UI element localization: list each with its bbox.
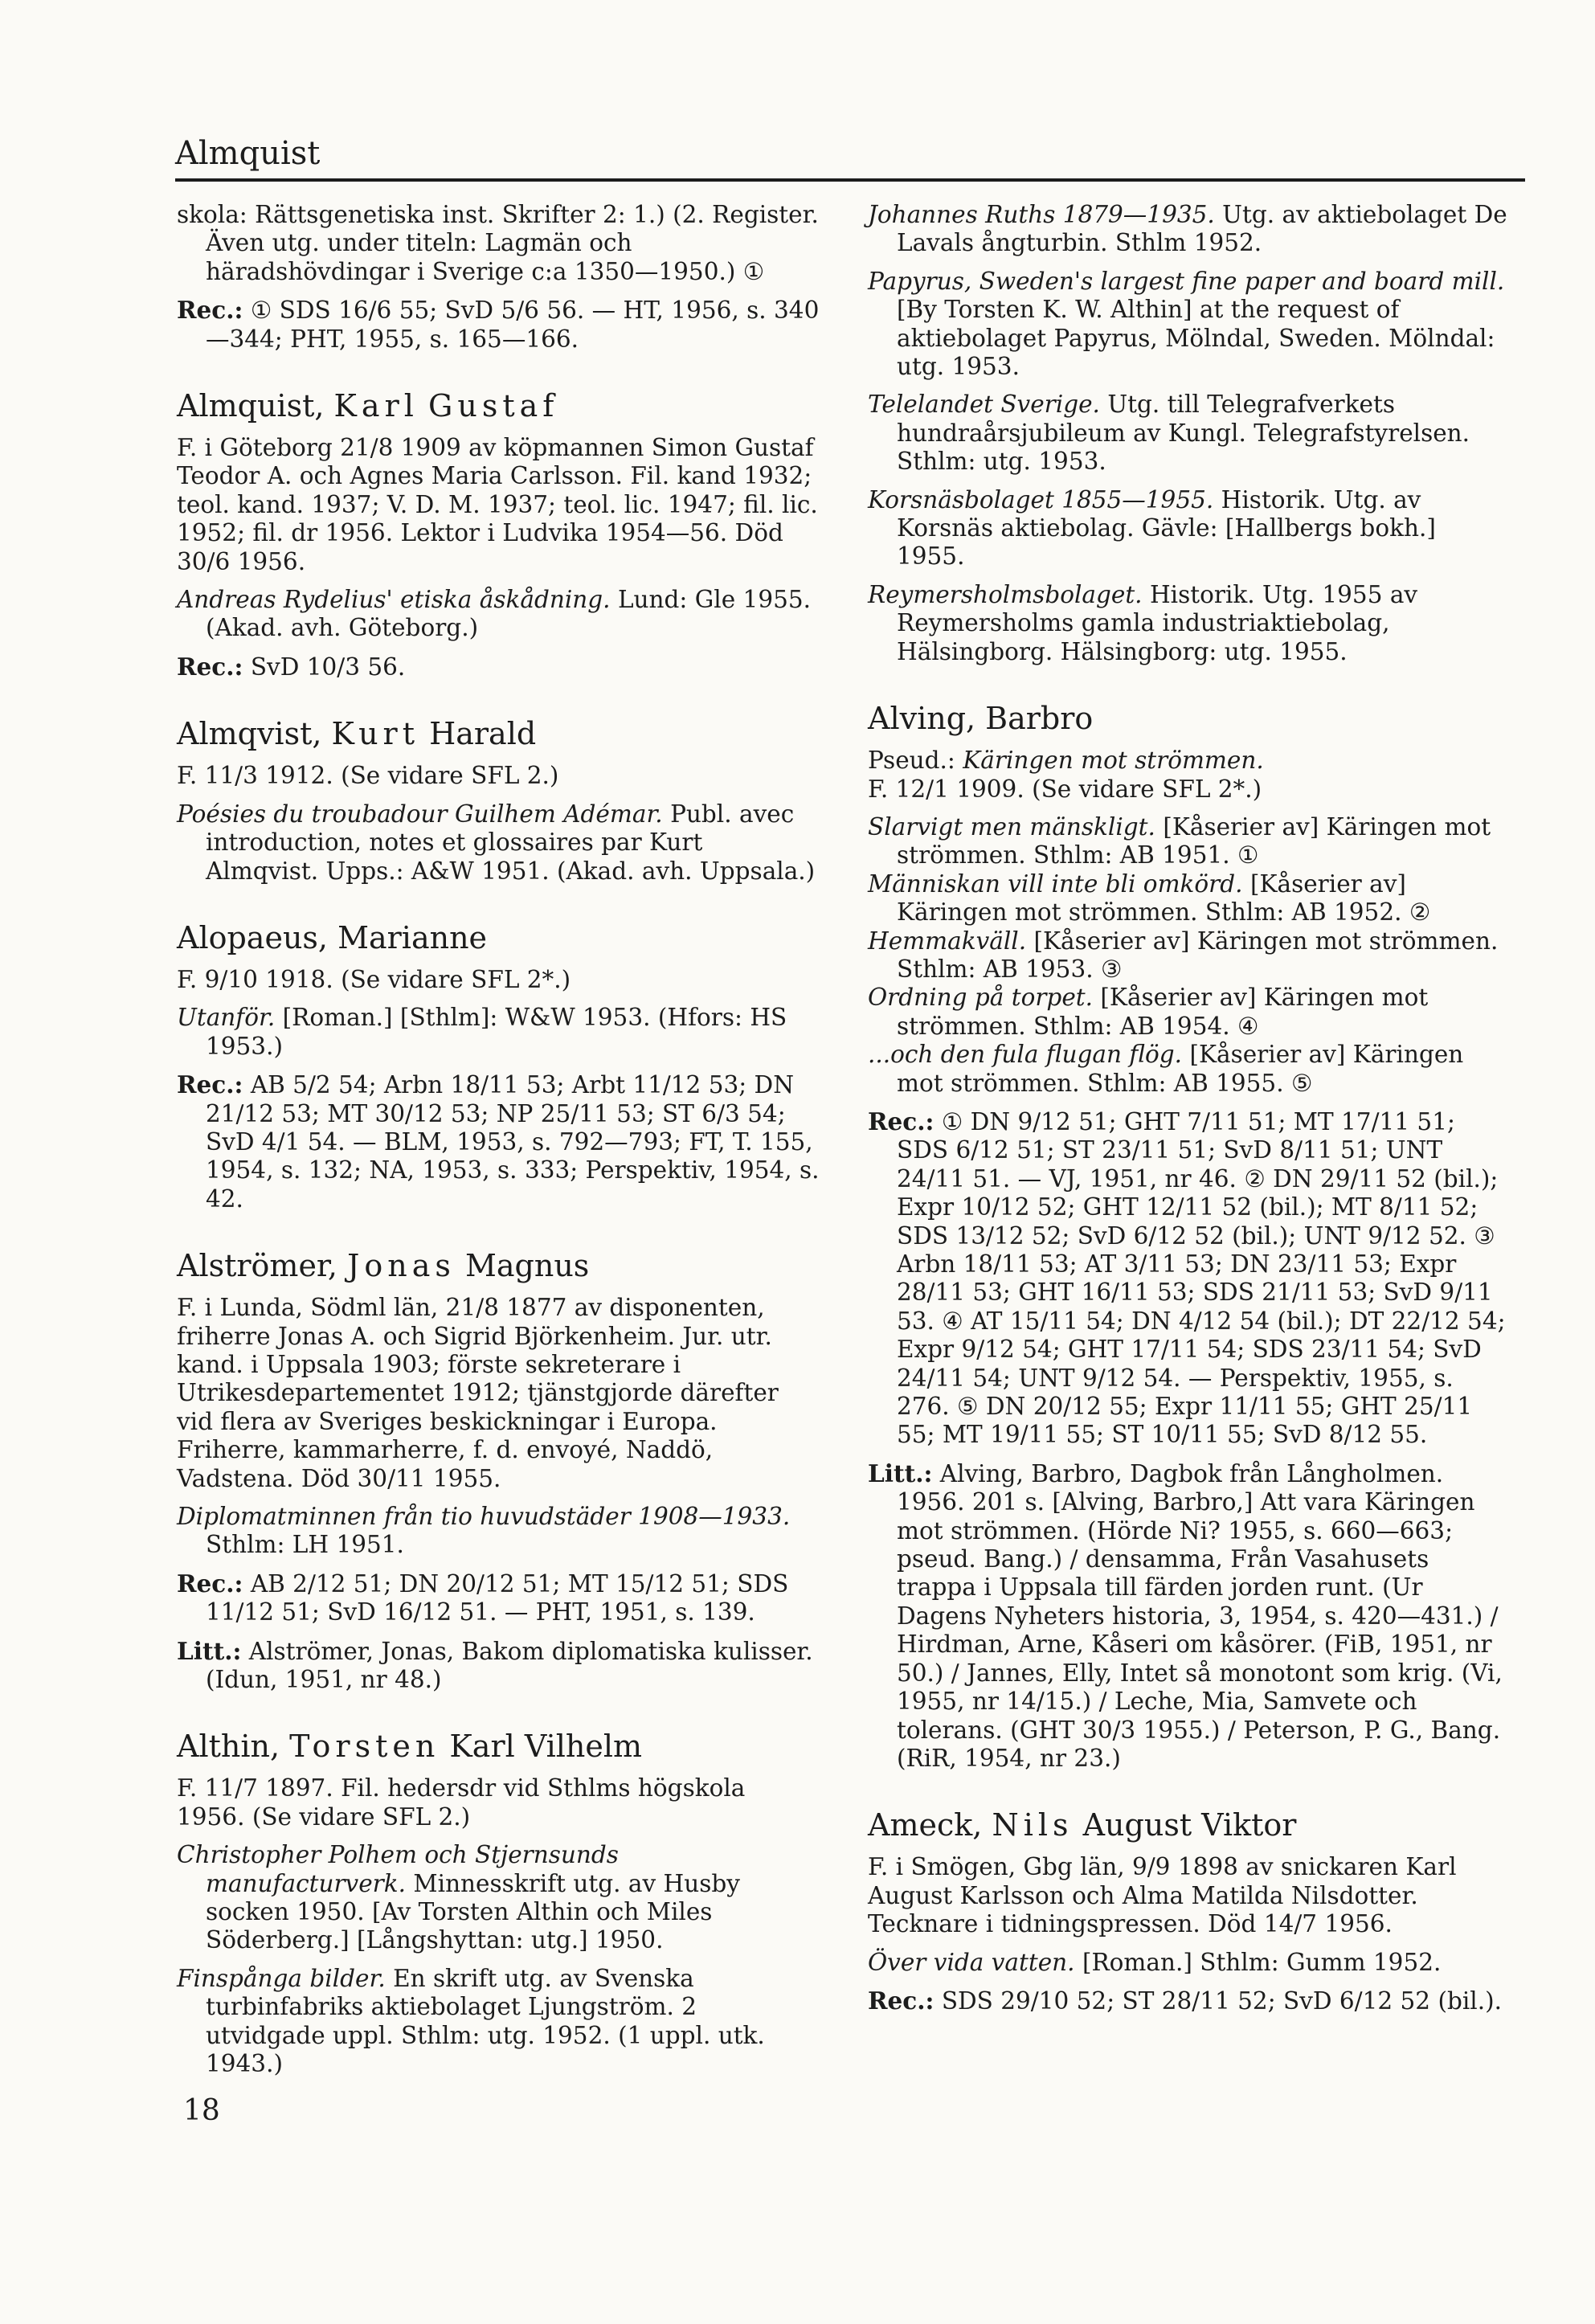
work-entry: Reymersholmsbolaget. Historik. Utg. 1955 av Reymersholms gamla industriaktiebolag, Hälsingborg. Hälsingborg: utg. 1955. (868, 580, 1418, 665)
work-entry: Andreas Rydelius' etiska åskådning. Lund: Gle 1955. (Akad. avh. Göteborg.) (177, 586, 812, 642)
work-entry: Finspånga bilder. En skrift utg. av Svenska turbinfabriks aktiebolaget Ljungström. 2 utvidgade uppl. Sthlm: utg. 1952. (1 uppl. utk. 1943.) (177, 1964, 765, 2078)
review-list: Rec.: AB 2/12 51; DN 20/12 51; MT 15/12 51; SDS 11/12 51; SvD 16/12 51. — PHT, 1951, s. 139. (177, 1569, 789, 1626)
work-entry: Poésies du troubadour Guilhem Adémar. Publ. avec introduction, notes et glossaires par Kurt Almqvist. Upps.: A&W 1951. (Akad. avh. Uppsala.) (177, 800, 816, 885)
review-list: Rec.: ① DN 9/12 51; GHT 7/11 51; MT 17/11 51; SDS 6/12 51; ST 23/11 51; SvD 8/11 51; UNT 24/11 51. — VJ, 1951, nr 46. ② DN 29/11 52 (bil.); Expr 10/12 52; GHT 12/11 52 (bil.); MT 8/11 52; SDS 13/12 52; SvD 6/12 52 (bil.); UNT 9/12 52. ③ Arbn 18/11 53; AT 3/11 53; DN 23/11 53; Expr 28/11 53; GHT 16/11 53; SDS 21/11 53; SvD 9/11 53. ④ AT 15/11 54; DN 4/12 54 (bil.); DT 22/12 54; Expr 9/12 54; GHT 17/11 54; SDS 23/11 54; SvD 24/11 54; UNT 9/12 54. — Perspektiv, 1955, s. 276. ⑤ DN 20/12 55; Expr 11/11 55; GHT 25/11 55; MT 19/11 55; ST 10/11 55; SvD 8/12 55. (868, 1107, 1506, 1449)
entry-heading-almquist-karl: Almquist, Karl Gustaf (177, 388, 559, 424)
work-entry: Människan vill inte bli omkörd. [Kåserier av] Käringen mot strömmen. Sthlm: AB 1952. ② (868, 869, 1431, 927)
biography: F. 12/1 1909. (Se vidare SFL 2*.) (868, 775, 1262, 803)
review-list: Rec.: AB 5/2 54; Arbn 18/11 53; Arbt 11/12 53; DN 21/12 53; MT 30/12 53; NP 25/11 53; ST 6/3 54; SvD 4/1 54. — BLM, 1953, s. 792—793; FT, T. 155, 1954, s. 132; NA, 1953, s. 333; Perspektiv, 1954, s. 42. (177, 1070, 820, 1213)
work-entry: Hemmakväll. [Kåserier av] Käringen mot strömmen. Sthlm: AB 1953. ③ (868, 927, 1499, 983)
biography: F. i Göteborg 21/8 1909 av köpmannen Simon Gustaf Teodor A. och Agnes Maria Carlsson. Fil. kand 1932; teol. kand. 1937; V. D. M. 1937; teol. lic. 1947; fil. lic. 1952; fil. dr 1956. Lektor i Ludvika 1954—56. Död 30/6 1956. (177, 434, 818, 575)
work-entry: Diplomatminnen från tio huvudstäder 1908—1933. Sthlm: LH 1951. (177, 1503, 791, 1559)
work-entry: Telelandet Sverige. Utg. till Telegrafverkets hundraårsjubileum av Kungl. Telegrafstyrelsen. Sthlm: utg. 1953. (868, 391, 1470, 476)
pseudonym: Pseud.: Käringen mot strömmen. (868, 747, 1264, 775)
work-entry: Korsnäsbolaget 1855—1955. Historik. Utg. av Korsnäs aktiebolag. Gävle: [Hallbergs bokh.] 1955. (868, 485, 1436, 571)
left-column (177, 201, 820, 2089)
page-header (175, 135, 1525, 182)
work-entry: Christopher Polhem och Stjernsunds manufacturverk. Minnesskrift utg. av Husby socken 1950. [Av Torsten Althin och Miles Söderberg.] [Långshyttan: utg.] 1950. (177, 1841, 740, 1954)
continued-review: Rec.: ① SDS 16/6 55; SvD 5/6 56. — HT, 1956, s. 340—344; PHT, 1955, s. 165—166. (177, 296, 820, 353)
biography: F. i Smögen, Gbg län, 9/9 1898 av snickaren Karl August Karlsson och Alma Matilda Nilsdotter. Tecknare i tidningspressen. Död 14/7 1956. (868, 1853, 1457, 1938)
right-column (868, 201, 1511, 2025)
work-entry: Över vida vatten. [Roman.] Sthlm: Gumm 1952. (868, 1948, 1442, 1976)
running-head: Almquist (175, 135, 321, 172)
biography: F. 11/7 1897. Fil. hedersdr vid Sthlms högskola 1956. (Se vidare SFL 2.) (177, 1774, 746, 1831)
work-entry: Utanför. [Roman.] [Sthlm]: W&W 1953. (Hfors: HS 1953.) (177, 1004, 787, 1060)
review-list: Rec.: SDS 29/10 52; ST 28/11 52; SvD 6/12 52 (bil.). (868, 1986, 1502, 2015)
literature-list: Litt.: Alving, Barbro, Dagbok från Långholmen. 1956. 201 s. [Alving, Barbro,] Att vara Käringen mot strömmen. (Hörde Ni? 1955, s. 660—663; pseud. Bang.) / densamma, Från Vasahusets trappa i Uppsala till färden jorden runt. (Ur Dagens Nyheters historia, 3, 1954, s. 420—431.) / Hirdman, Arne, Kåseri om kåsörer. (FiB, 1951, nr 50.) / Jannes, Elly, Intet så monotont som krig. (Vi, 1955, nr 14/15.) / Leche, Mia, Samvete och tolerans. (GHT 30/3 1955.) / Peterson, P. G., Bang. (RiR, 1954, nr 23.) (868, 1459, 1503, 1772)
biography: F. 11/3 1912. (Se vidare SFL 2.) (177, 762, 559, 790)
entry-heading-ameck: Ameck, Nils August Viktor (868, 1807, 1297, 1843)
work-entry: Papyrus, Sweden's largest fine paper and board mill. [By Torsten K. W. Althin] at the request of aktiebolaget Papyrus, Mölndal, Sweden. Mölndal: utg. 1953. (868, 267, 1505, 381)
entry-heading-almqvist-kurt: Almqvist, Kurt Harald (177, 716, 537, 752)
work-entry: Slarvigt men mänskligt. [Kåserier av] Käringen mot strömmen. Sthlm: AB 1951. ① (868, 812, 1491, 869)
entry-heading-althin: Althin, Torsten Karl Vilhelm (177, 1729, 643, 1765)
work-entry: ...och den fula flugan flög. [Kåserier av] Käringen mot strömmen. Sthlm: AB 1955. ⑤ (868, 1041, 1464, 1097)
biography: F. 9/10 1918. (Se vidare SFL 2*.) (177, 965, 571, 993)
continued-entry: skola: Rättsgenetiska inst. Skrifter 2: 1.) (2. Register. Även utg. under titeln: Lagmän och häradshövdingar i Sverige c:a 1350—1950.) ① (177, 201, 819, 285)
entry-heading-alving: Alving, Barbro (868, 701, 1094, 737)
literature-list: Litt.: Alströmer, Jonas, Bakom diplomatiska kulisser. (Idun, 1951, nr 48.) (177, 1636, 813, 1694)
page-number: 18 (183, 2094, 220, 2127)
work-entry: Ordning på torpet. [Kåserier av] Käringen mot strömmen. Sthlm: AB 1954. ④ (868, 984, 1429, 1040)
entry-heading-alstromer: Alströmer, Jonas Magnus (177, 1248, 590, 1284)
entry-heading-alopaeus: Alopaeus, Marianne (177, 919, 488, 955)
biography: F. i Lunda, Södml län, 21/8 1877 av disponenten, friherre Jonas A. och Sigrid Björkenheim. Jur. utr. kand. i Uppsala 1903; förste sekreterare i Utrikesdepartementet 1912; tjänstgjorde därefter vid flera av Sveriges beskickningar i Europa. Friherre, kammarherre, f. d. envoyé, Naddö, Vadstena. Död 30/11 1955. (177, 1294, 779, 1492)
review-list: Rec.: SvD 10/3 56. (177, 652, 406, 681)
work-entry: Johannes Ruths 1879—1935. Utg. av aktiebolaget De Lavals ångturbin. Sthlm 1952. (868, 201, 1507, 257)
header-rule (175, 178, 1525, 182)
